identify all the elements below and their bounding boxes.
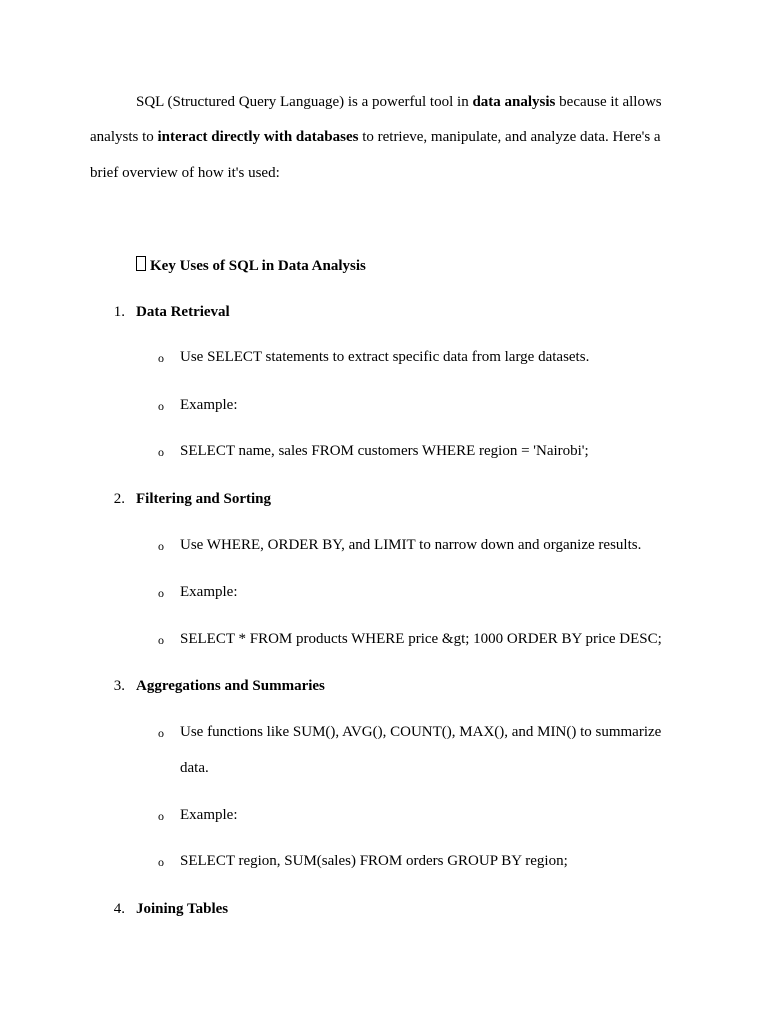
intro-bold-text: interact directly with databases bbox=[157, 129, 359, 145]
bullet-marker: o bbox=[158, 633, 164, 647]
list-item-title-text: Data Retrieval bbox=[136, 304, 230, 320]
bullet-marker: o bbox=[158, 586, 164, 600]
bullet-marker: o bbox=[158, 445, 164, 459]
list-item: Example: bbox=[180, 807, 238, 823]
list-item: Use SELECT statements to extract specific data from large datasets. bbox=[180, 349, 590, 365]
list-number: 1. bbox=[113, 304, 125, 320]
section-heading bbox=[136, 256, 366, 276]
list-item: Example: bbox=[180, 397, 238, 413]
bullet-marker: o bbox=[158, 539, 164, 553]
list-item-title bbox=[136, 676, 325, 696]
list-item-title-text: Filtering and Sorting bbox=[136, 491, 272, 507]
intro-text: analysts to bbox=[90, 129, 158, 145]
bullet-marker: o bbox=[158, 399, 164, 413]
intro-line-1 bbox=[136, 92, 662, 112]
list-item: SELECT * FROM products WHERE price &gt; 1000 ORDER BY price DESC; bbox=[180, 631, 662, 647]
list-item: Use functions like SUM(), AVG(), COUNT(), MAX(), and MIN() to summarize bbox=[180, 724, 662, 740]
list-number: 4. bbox=[113, 901, 125, 917]
intro-text: because it allows bbox=[555, 94, 662, 110]
missing-glyph-box-icon bbox=[136, 256, 146, 271]
list-item-title-text: Joining Tables bbox=[136, 901, 229, 917]
bullet-marker: o bbox=[158, 809, 164, 823]
list-item: SELECT region, SUM(sales) FROM orders GROUP BY region; bbox=[180, 853, 568, 869]
list-item-title-text: Aggregations and Summaries bbox=[136, 678, 325, 694]
list-number: 3. bbox=[113, 678, 125, 694]
list-number: 2. bbox=[113, 491, 125, 507]
heading-text: Key Uses of SQL in Data Analysis bbox=[150, 258, 366, 274]
list-item-continuation: data. bbox=[180, 760, 209, 776]
intro-line-2 bbox=[90, 127, 661, 147]
bullet-marker: o bbox=[158, 855, 164, 869]
list-item: Use WHERE, ORDER BY, and LIMIT to narrow down and organize results. bbox=[180, 537, 642, 553]
intro-line-3: brief overview of how it's used: bbox=[90, 165, 280, 181]
bullet-marker: o bbox=[158, 351, 164, 365]
list-item-title bbox=[136, 899, 228, 919]
bullet-marker: o bbox=[158, 726, 164, 740]
intro-text: to retrieve, manipulate, and analyze data. Here's a bbox=[358, 129, 661, 145]
list-item: Example: bbox=[180, 584, 238, 600]
intro-text: SQL (Structured Query Language) is a powerful tool in bbox=[136, 94, 473, 110]
list-item-title bbox=[136, 302, 230, 322]
list-item: SELECT name, sales FROM customers WHERE region = 'Nairobi'; bbox=[180, 443, 589, 459]
intro-bold-text: data analysis bbox=[472, 94, 556, 110]
list-item-title bbox=[136, 489, 271, 509]
